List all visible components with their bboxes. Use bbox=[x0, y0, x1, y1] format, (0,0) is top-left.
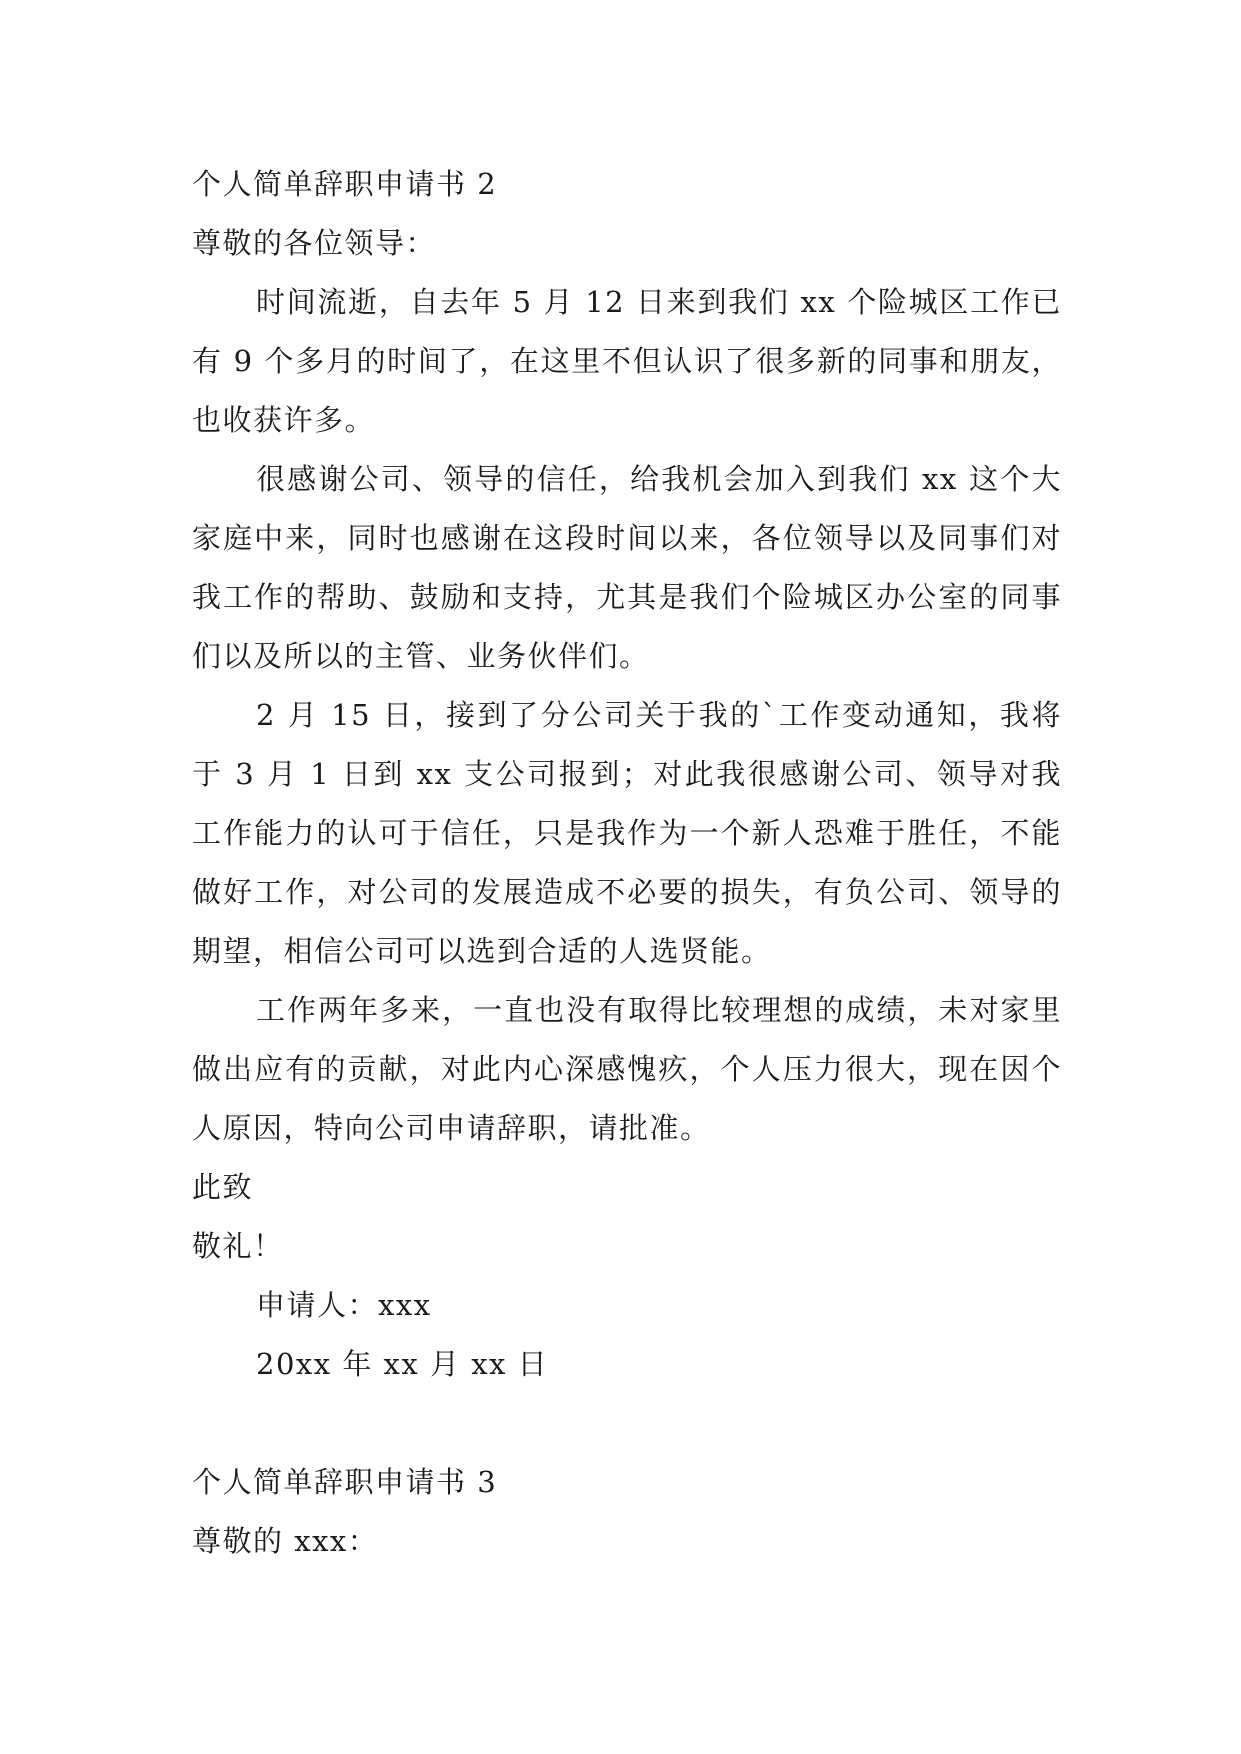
letter-2-paragraph-1: 时间流逝，自去年 5 月 12 日来到我们 xx 个险城区工作已有 9 个多月的时间了，在这里不但认识了很多新的同事和朋友，也收获许多。 bbox=[192, 285, 1062, 437]
letter-2-applicant: 申请人：xxx bbox=[256, 1288, 432, 1322]
letter-2-closing-1: 此致 bbox=[192, 1170, 254, 1204]
letter-2-paragraph-3: 2 月 15 日，接到了分公司关于我的`工作变动通知，我将于 3 月 1 日到 xx 支公司报到；对此我很感谢公司、领导对我工作能力的认可于信任，只是我作为一个新人恐难于胜任，不能做好工作，对公司的发展造成不必要的损失，有负公司、领导的期望，相信公司可以选到合适的人选贤能。 bbox=[192, 698, 1062, 968]
letter-2-title: 个人简单辞职申请书 2 bbox=[192, 167, 498, 201]
letter-2-paragraph-4: 工作两年多来，一直也没有取得比较理想的成绩，未对家里做出应有的贡献，对此内心深感愧疚，个人压力很大，现在因个人原因，特向公司申请辞职，请批准。 bbox=[192, 993, 1062, 1145]
letter-2-closing-2: 敬礼！ bbox=[192, 1229, 284, 1263]
letter-3-salutation: 尊敬的 xxx： bbox=[192, 1524, 379, 1558]
letter-2-date: 20xx 年 xx 月 xx 日 bbox=[256, 1347, 549, 1381]
letter-2-salutation: 尊敬的各位领导： bbox=[192, 226, 437, 260]
section-spacer bbox=[192, 1394, 1062, 1453]
letter-3-title: 个人简单辞职申请书 3 bbox=[192, 1465, 498, 1499]
document-body bbox=[192, 155, 1062, 1571]
letter-2-paragraph-2: 很感谢公司、领导的信任，给我机会加入到我们 xx 这个大家庭中来，同时也感谢在这段时间以来，各位领导以及同事们对我工作的帮助、鼓励和支持，尤其是我们个险城区办公室的同事们以及所以的主管、业务伙伴们。 bbox=[192, 462, 1062, 673]
